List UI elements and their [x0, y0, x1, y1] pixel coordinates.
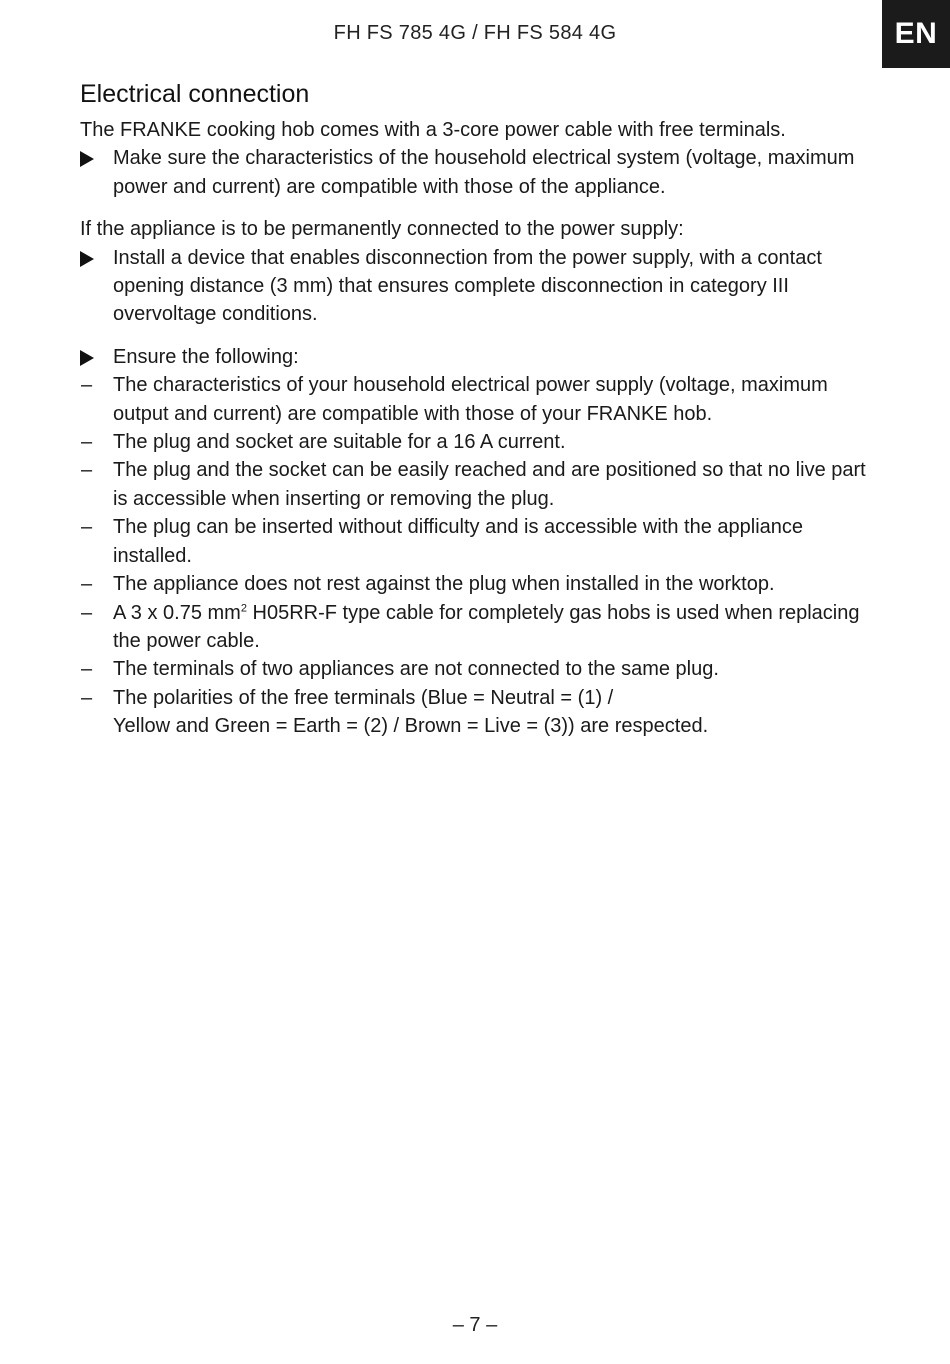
arrow-bullet-icon	[80, 151, 94, 167]
dash-marker: –	[81, 459, 93, 482]
dash-marker: –	[81, 431, 93, 454]
page-number: – 7 –	[452, 1314, 498, 1336]
dash-marker: –	[81, 573, 93, 596]
arrow-bullet-icon	[80, 251, 94, 267]
list-item-text: The plug and socket are suitable for a 16 A current.	[113, 431, 566, 454]
bullet-item-check	[80, 144, 880, 201]
cable-text-start: A 3 x 0.75 mm	[113, 601, 241, 624]
bullet-item-ensure	[80, 343, 880, 371]
bullet-text: Make sure the characteristics of the household electrical system (voltage, maximum power and current) are compatible with those of the appliance.	[113, 147, 855, 198]
list-item-text: The plug can be inserted without difficulty and is accessible with the appliance installed.	[113, 516, 804, 567]
list-item-text: The characteristics of your household electrical power supply (voltage, maximum output and current) are compatible with those of your FRANKE hob.	[113, 374, 828, 425]
polarity-line-2: Yellow and Green = Earth = (2) / Brown = Live = (3)) are respected.	[113, 715, 709, 738]
list-item-text: The terminals of two appliances are not connected to the same plug.	[113, 658, 719, 681]
list-item-text	[113, 602, 860, 652]
bullet-item-install	[80, 244, 880, 329]
section-title: Electrical connection	[80, 80, 310, 108]
cable-text-end: H05RR-F type cable for completely gas hobs is used when replacing the power cable.	[113, 601, 860, 652]
main-content	[80, 78, 880, 741]
bullet-text: Ensure the following:	[113, 345, 299, 368]
dash-marker: –	[81, 601, 93, 624]
intro-paragraph: The FRANKE cooking hob comes with a 3-core power cable with free terminals.	[80, 119, 786, 141]
list-item-text: The appliance does not rest against the plug when installed in the worktop.	[113, 573, 775, 596]
list-item	[80, 371, 880, 428]
dash-marker: –	[81, 516, 93, 539]
list-item	[80, 428, 880, 456]
dash-marker: –	[81, 658, 93, 681]
list-item-cable	[80, 599, 880, 656]
list-item	[80, 456, 880, 513]
dash-marker: –	[81, 686, 93, 709]
bullet-text: Install a device that enables disconnection from the power supply, with a contact opening distance (3 mm) that ensures complete disconnection in category III overvoltage conditions.	[113, 246, 822, 326]
permanent-connection-intro: If the appliance is to be permanently connected to the power supply:	[80, 218, 684, 241]
polarity-line-1: The polarities of the free terminals (Blue = Neutral = (1) /	[113, 686, 614, 709]
superscript-two: 2	[240, 601, 247, 614]
dash-marker: –	[81, 374, 93, 397]
list-item-polarity	[80, 684, 880, 741]
document-model-header: FH FS 785 4G / FH FS 584 4G	[333, 22, 617, 44]
list-item	[80, 570, 880, 598]
list-item	[80, 655, 880, 683]
list-item-text: The plug and the socket can be easily reached and are positioned so that no live part is accessible when inserting or removing the plug.	[113, 459, 866, 510]
language-tab: EN	[882, 0, 950, 68]
arrow-bullet-icon	[80, 350, 94, 366]
list-item	[80, 513, 880, 570]
